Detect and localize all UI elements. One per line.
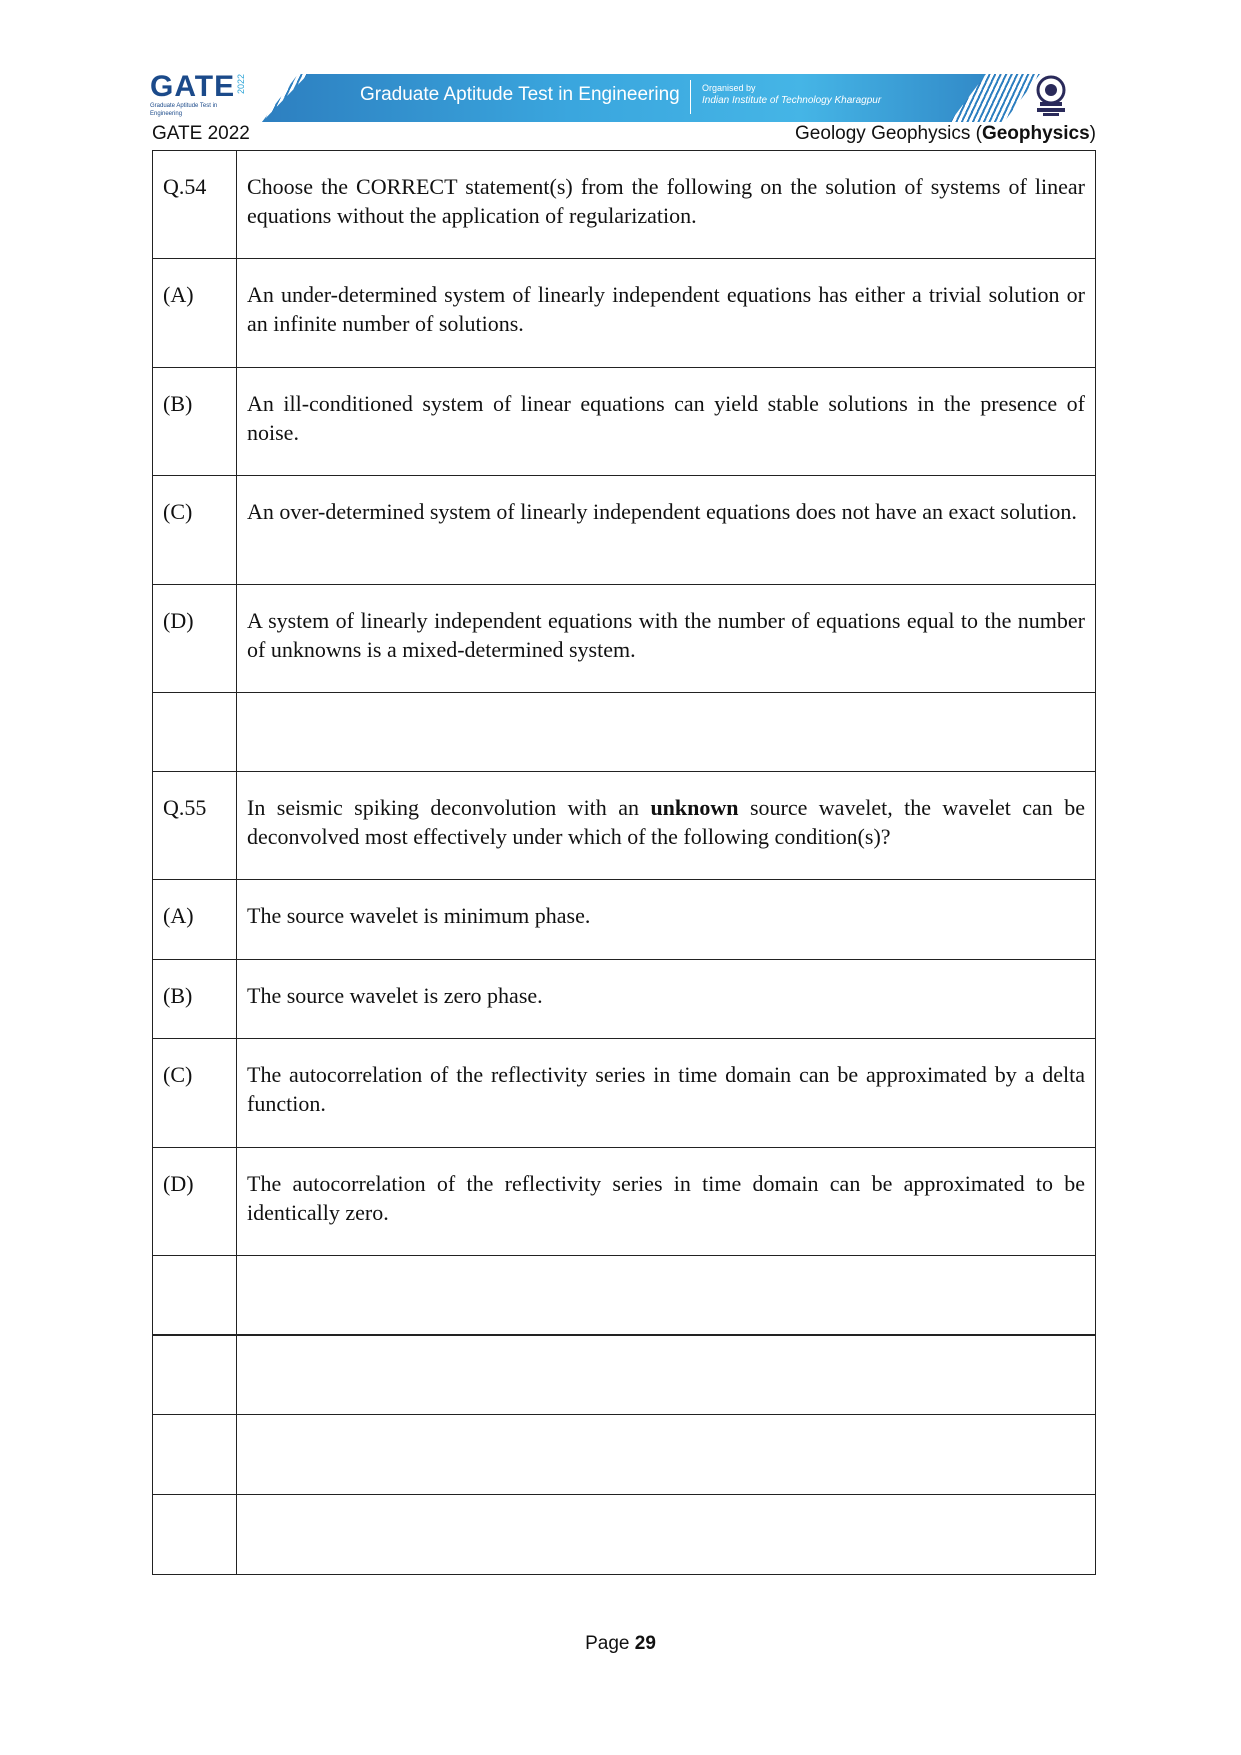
empty-cell <box>237 1415 1096 1495</box>
option-text: The autocorrelation of the reflectivity series in time domain can be approximated by a delta function. <box>237 1039 1096 1148</box>
option-row <box>153 960 1096 1039</box>
question-row <box>153 772 1096 880</box>
iit-kgp-emblem-icon <box>1032 74 1070 118</box>
empty-cell <box>237 693 1096 772</box>
question-number: Q.54 <box>153 151 237 259</box>
question-text: Choose the CORRECT statement(s) from the following on the solution of systems of linear equations without the application of regularization. <box>237 151 1096 259</box>
option-row <box>153 1148 1096 1256</box>
paper-name <box>795 123 1096 145</box>
organiser-name: Indian Institute of Technology Kharagpur <box>702 95 882 106</box>
option-label: (B) <box>153 960 237 1039</box>
option-label: (D) <box>153 585 237 693</box>
gate-logo-year: 2022 <box>236 74 246 95</box>
empty-cell <box>153 1495 237 1575</box>
banner-organiser <box>702 82 881 107</box>
gate-logo-text: GATE <box>150 70 236 103</box>
organised-by-label: Organised by <box>702 83 756 93</box>
option-label: (C) <box>153 1039 237 1148</box>
gate-logo <box>150 72 250 128</box>
question-54-table <box>152 150 1096 772</box>
paper-prefix: Geology Geophysics ( <box>795 123 982 144</box>
banner-title: Graduate Aptitude Test in Engineering <box>360 84 680 105</box>
option-row <box>153 585 1096 693</box>
banner-divider <box>690 80 691 114</box>
option-label: (D) <box>153 1148 237 1256</box>
option-text: An under-determined system of linearly independent equations has either a trivial solution or an infinite number of solutions. <box>237 259 1096 368</box>
empty-row <box>153 1415 1096 1495</box>
question-text <box>237 772 1096 880</box>
page-number <box>0 1633 1241 1655</box>
empty-cell <box>153 693 237 772</box>
option-row <box>153 368 1096 476</box>
option-text: An over-determined system of linearly independent equations does not have an exact solution. <box>237 476 1096 585</box>
empty-row <box>153 693 1096 772</box>
question-text-pre: In seismic spiking deconvolution with an <box>247 795 651 820</box>
paper-section: Geophysics <box>981 123 1090 144</box>
option-label: (B) <box>153 368 237 476</box>
option-row <box>153 880 1096 960</box>
question-number: Q.55 <box>153 772 237 880</box>
option-label: (C) <box>153 476 237 585</box>
page-label: Page <box>585 1633 635 1654</box>
option-label: (A) <box>153 880 237 960</box>
question-row <box>153 151 1096 259</box>
header-banner <box>150 70 1080 130</box>
option-text: The source wavelet is minimum phase. <box>237 880 1096 960</box>
empty-cell <box>153 1256 237 1336</box>
option-text: The autocorrelation of the reflectivity series in time domain can be approximated to be identically zero. <box>237 1148 1096 1256</box>
option-row <box>153 1039 1096 1148</box>
empty-row <box>153 1256 1096 1336</box>
option-text: The source wavelet is zero phase. <box>237 960 1096 1039</box>
empty-row <box>153 1495 1096 1575</box>
empty-cell <box>237 1256 1096 1336</box>
question-text-post: source wavelet, the wavelet can be deconvolved most effectively under which of the following condition(s)? <box>247 795 1085 849</box>
question-text-bold: unknown <box>650 795 739 820</box>
blank-table <box>152 1334 1096 1575</box>
option-row <box>153 259 1096 368</box>
option-text: A system of linearly independent equations with the number of equations equal to the number of unknowns is a mixed-determined system. <box>237 585 1096 693</box>
page-number-value: 29 <box>634 1633 656 1654</box>
question-55-table <box>152 771 1096 1336</box>
empty-cell <box>153 1415 237 1495</box>
paper-suffix: ) <box>1089 123 1096 144</box>
exam-name: GATE 2022 <box>152 123 250 144</box>
empty-row <box>153 1335 1096 1415</box>
empty-cell <box>237 1335 1096 1415</box>
gate-logo-subtitle: Graduate Aptitude Test in Engineering <box>150 103 218 117</box>
option-row <box>153 476 1096 585</box>
option-text: An ill-conditioned system of linear equations can yield stable solutions in the presence of noise. <box>237 368 1096 476</box>
option-label: (A) <box>153 259 237 368</box>
empty-cell <box>237 1495 1096 1575</box>
empty-cell <box>153 1335 237 1415</box>
